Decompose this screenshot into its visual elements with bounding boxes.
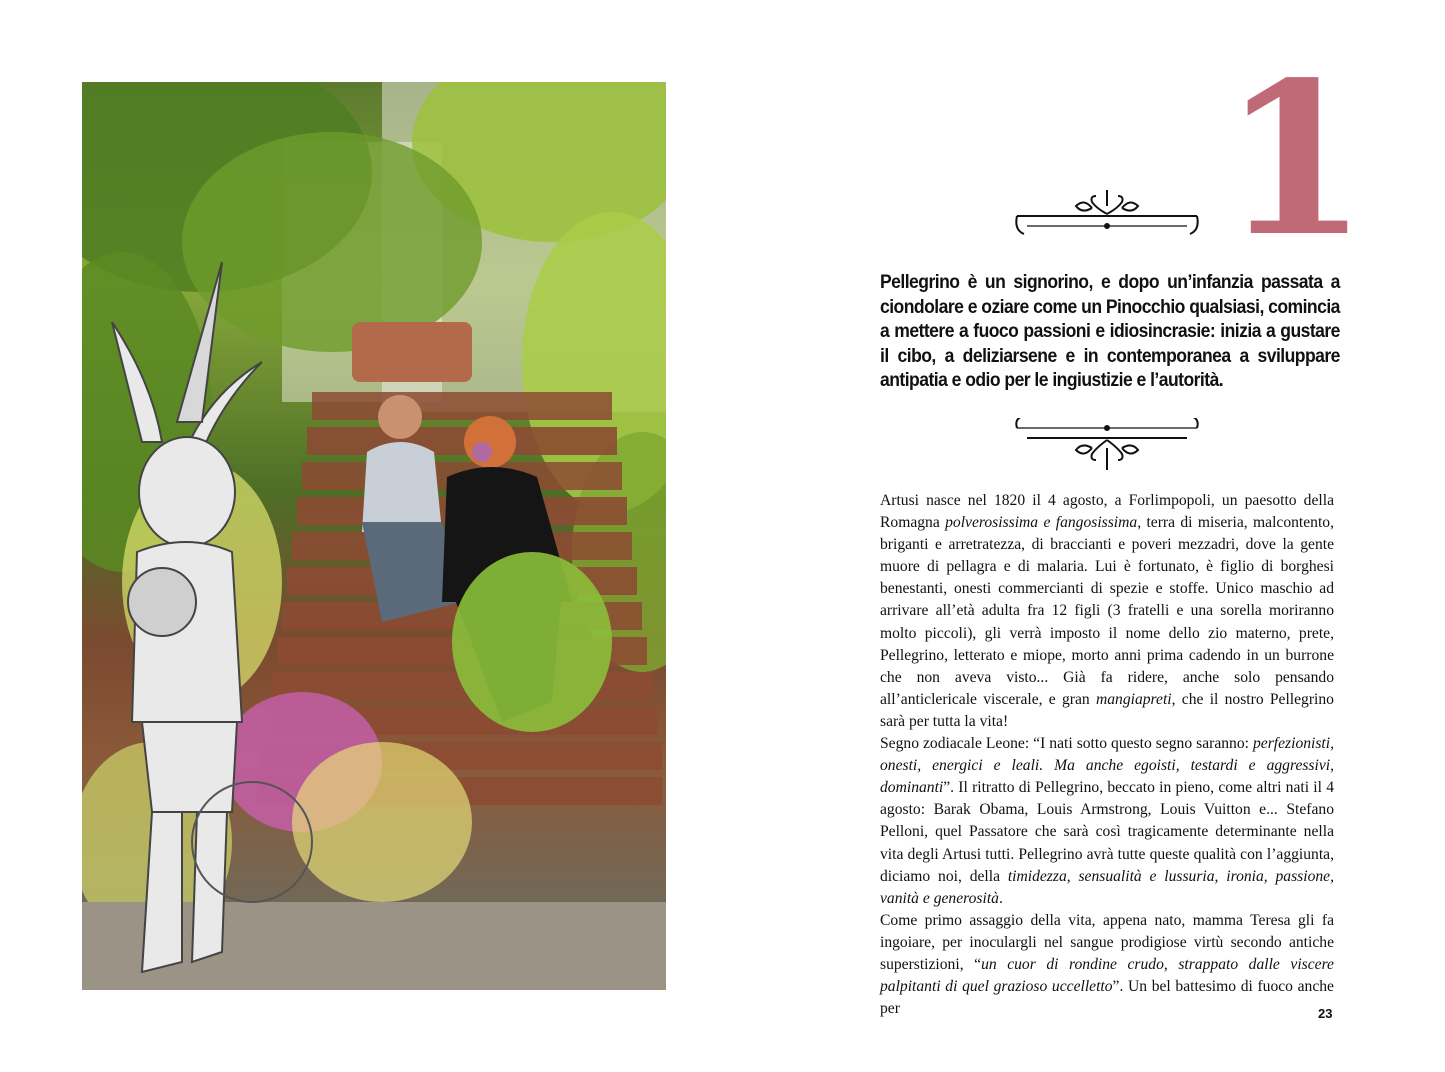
italic-run: timidezza, sensualità e lussuria, ironia, passione, vanità e generosità <box>880 867 1334 907</box>
chapter-lead-paragraph <box>880 270 1340 393</box>
body-paragraph-2 <box>880 733 1334 910</box>
text-run: Artusi nasce nel 1820 il 4 agosto, a Forlimpopoli, un paesotto della Romagna <box>880 492 1334 532</box>
text-run: ”. Un bel battesimo di fuoco anche per <box>880 978 1334 1018</box>
text-run: Segno zodiacale Leone: “I nati sotto questo segno saranno: <box>880 735 1253 753</box>
italic-run: mangiapreti <box>1095 690 1172 708</box>
text-run: , terra di miseria, malcontento, briganti e arretratezza, di braccianti e poveri mezzadri, dove la gente muore di pellagra e di malaria. Lui è fortunato, è figlio di borghesi benestanti, onesti commercianti di spezie e stoffe. Unico maschio ad arrivare all’età adulta fra 12 figli (3 fratelli e una sorella moriranno molto piccoli), gli verrà imposto il nome dello zio materno, prete, Pellegrino, letterato e miope, morto anni prima cadendo in un burrone che non aveva visto... Già fa ridere, anche solo pensando all’anticlericale viscerale, e gran <box>880 514 1334 708</box>
flourish-ornament-bottom-icon <box>1012 418 1202 474</box>
text-run: ”. Il ritratto di Pellegrino, beccato in pieno, come altri nati il 4 agosto: Barak Obama, Louis Armstrong, Louis Vuitton e... Stefano Pelloni, quel Passatore che sarà così tragicamente determinante nella vita degli Artusi tutti. Pellegrino avrà tutte queste qualità con l’aggiunta, diciamo noi, della <box>880 779 1334 885</box>
flourish-ornament-top-icon <box>1012 186 1202 238</box>
text-run: , che il nostro Pellegrino sarà per tutta la vita! <box>880 690 1334 730</box>
photo-illustration <box>82 82 666 990</box>
chapter-number: 1 <box>1222 36 1369 283</box>
body-paragraph-3 <box>880 910 1334 1020</box>
chapter-body-text <box>880 490 1334 1020</box>
italic-run: un cuor di rondine crudo, strappato dalle viscere palpitanti di quel grazioso uccelletto <box>880 955 1334 996</box>
text-run: Come primo assaggio della vita, appena nato, mamma Teresa gli fa ingoiare, per inoculargli nel sangue prodigiose virtù secondo antiche superstizioni, “ <box>880 911 1334 973</box>
body-paragraph-1 <box>880 490 1334 733</box>
italic-run: polverosissima e fangosissima <box>945 514 1138 532</box>
lead-text: Pellegrino è un signorino, e dopo un’infanzia passata a ciondolare e oziare come un Pinocchio qualsiasi, comincia a mettere a fuoco passioni e idiosincrasie: inizia a gustare il cibo, a deliziarsene e in contemporanea a sviluppare antipatia e odio per le ingiustizie e l’autorità. <box>880 271 1340 391</box>
garden-photo <box>82 82 666 990</box>
italic-run: perfezionisti, onesti, energici e leali. Ma anche egoisti, testardi e aggressivi, dominanti <box>880 735 1334 797</box>
text-run: . <box>998 889 1003 907</box>
page-number: 23 <box>1318 1006 1333 1021</box>
